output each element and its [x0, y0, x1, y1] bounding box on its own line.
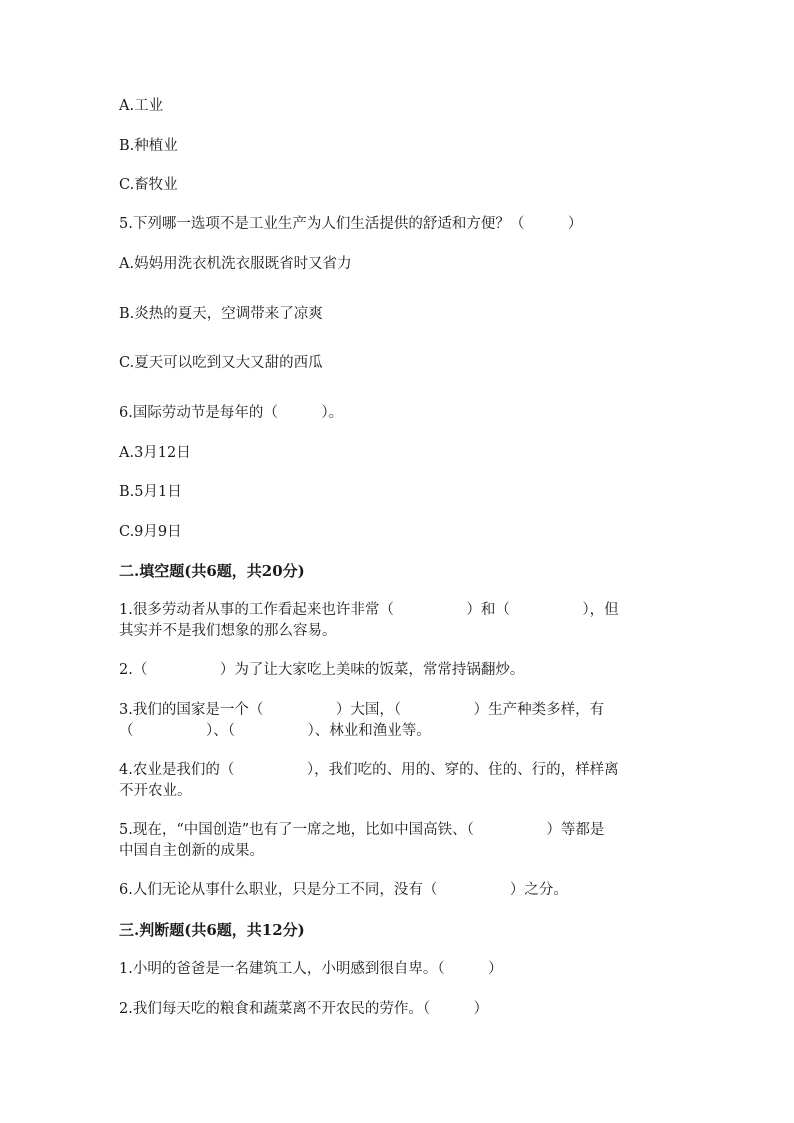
q6-option-b: B.5月1日 [119, 484, 182, 500]
q5-option-b: B.炎热的夏天，空调带来了凉爽 [119, 306, 323, 322]
fill-question-5-line-2: 中国自主创新的成果。 [119, 843, 264, 859]
fill-question-4-line-2: 不开农业。 [119, 783, 192, 799]
q6-option-c: C.9月9日 [119, 524, 182, 540]
fill-question-1-line-1: 1.很多劳动者从事的工作看起来也许非常（ ）和（ ），但 [119, 602, 619, 618]
judge-question-1: 1.小明的爸爸是一名建筑工人，小明感到很自卑。（ ） [119, 961, 503, 977]
q5-option-a: A.妈妈用洗衣机洗衣服既省时又省力 [119, 256, 352, 272]
q4-option-b: B.种植业 [119, 138, 178, 154]
fill-question-4-line-1: 4.农业是我们的（ ），我们吃的、用的、穿的、住的、行的，样样离 [119, 762, 619, 778]
section2-heading: 二.填空题(共6题，共20分) [119, 562, 305, 580]
fill-question-3-line-1: 3.我们的国家是一个（ ）大国，（ ）生产种类多样，有 [119, 702, 605, 718]
q5-stem: 5.下列哪一选项不是工业生产为人们生活提供的舒适和方便？（ ） [119, 216, 583, 232]
q4-option-c: C.畜牧业 [119, 177, 178, 193]
judge-question-2: 2.我们每天吃的粮食和蔬菜离不开农民的劳作。（ ） [119, 1001, 489, 1017]
q6-option-a: A.3月12日 [119, 445, 191, 461]
q6-stem: 6.国际劳动节是每年的（ ）。 [119, 405, 344, 421]
fill-question-5-line-1: 5.现在，“中国创造”也有了一席之地，比如中国高铁、（ ）等都是 [119, 822, 605, 838]
fill-question-3-line-2: （ ）、（ ）、林业和渔业等。 [119, 723, 431, 739]
q5-option-c: C.夏天可以吃到又大又甜的西瓜 [119, 355, 323, 371]
fill-question-6: 6.人们无论从事什么职业，只是分工不同，没有（ ）之分。 [119, 882, 568, 898]
section3-heading: 三.判断题(共6题，共12分) [119, 921, 305, 939]
q4-option-a: A.工业 [119, 98, 164, 114]
fill-question-1-line-2: 其实并不是我们想象的那么容易。 [119, 623, 337, 639]
fill-question-2: 2.（ ）为了让大家吃上美味的饭菜，常常持锅翻炒。 [119, 662, 525, 678]
